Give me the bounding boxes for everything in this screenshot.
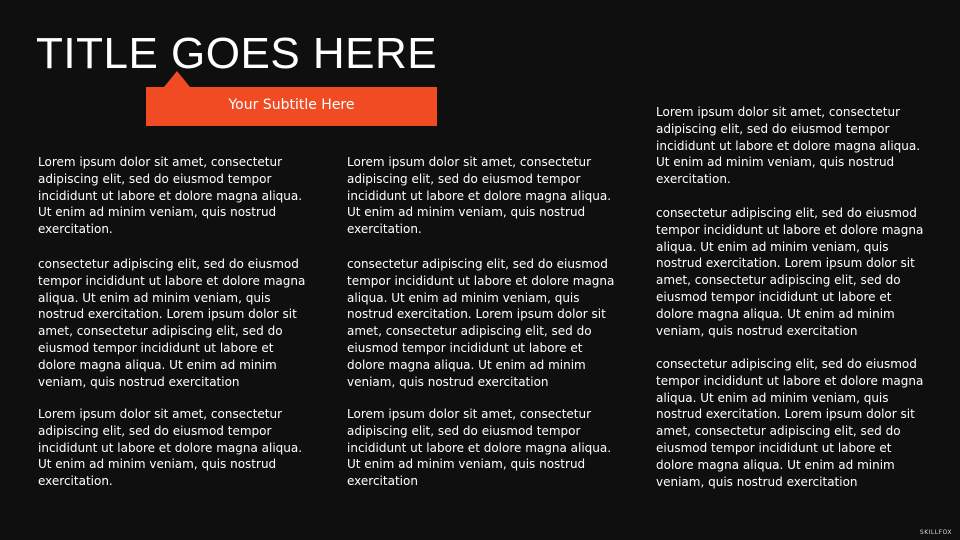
slide-title: TITLE GOES HERE (36, 29, 438, 78)
col2-paragraph-2: consectetur adipiscing elit, sed do eiusmod tempor incididunt ut labore et dolore magna aliqua. Ut enim ad minim veniam, quis nostrud exercitation. Lorem ipsum dolor sit amet, consectetur adipiscing elit, sed do eiusmod tempor incididunt ut labore et dolore magna aliqua. Ut enim ad minim veniam, quis nostrud exercitation (347, 257, 615, 389)
col3-paragraph-1: Lorem ipsum dolor sit amet, consectetur adipiscing elit, sed do eiusmod tempor incididunt ut labore et dolore magna aliqua. Ut enim ad minim veniam, quis nostrud exercitation. (656, 105, 921, 187)
col3-paragraph-3: consectetur adipiscing elit, sed do eiusmod tempor incididunt ut labore et dolore magna aliqua. Ut enim ad minim veniam, quis nostrud exercitation. Lorem ipsum dolor sit amet, consectetur adipiscing elit, sed do eiusmod tempor incididunt ut labore et dolore magna aliqua. Ut enim ad minim veniam, quis nostrud exercitation (656, 357, 924, 489)
brand-watermark: SKILLFOX (919, 529, 952, 536)
col1-paragraph-3: Lorem ipsum dolor sit amet, consectetur adipiscing elit, sed do eiusmod tempor incididunt ut labore et dolore magna aliqua. Ut enim ad minim veniam, quis nostrud exercitation. (38, 407, 303, 489)
subtitle-banner (146, 87, 437, 126)
col2-paragraph-3: Lorem ipsum dolor sit amet, consectetur adipiscing elit, sed do eiusmod tempor incididunt ut labore et dolore magna aliqua. Ut enim ad minim veniam, quis nostrud exercitation (347, 407, 612, 489)
col3-paragraph-2: consectetur adipiscing elit, sed do eiusmod tempor incididunt ut labore et dolore magna aliqua. Ut enim ad minim veniam, quis nostrud exercitation. Lorem ipsum dolor sit amet, consectetur adipiscing elit, sed do eiusmod tempor incididunt ut labore et dolore magna aliqua. Ut enim ad minim veniam, quis nostrud exercitation (656, 206, 924, 338)
slide-subtitle: Your Subtitle Here (228, 97, 355, 113)
subtitle-pointer (164, 71, 190, 87)
col1-paragraph-2: consectetur adipiscing elit, sed do eiusmod tempor incididunt ut labore et dolore magna aliqua. Ut enim ad minim veniam, quis nostrud exercitation. Lorem ipsum dolor sit amet, consectetur adipiscing elit, sed do eiusmod tempor incididunt ut labore et dolore magna aliqua. Ut enim ad minim veniam, quis nostrud exercitation (38, 257, 306, 389)
col1-paragraph-1: Lorem ipsum dolor sit amet, consectetur adipiscing elit, sed do eiusmod tempor incididunt ut labore et dolore magna aliqua. Ut enim ad minim veniam, quis nostrud exercitation. (38, 155, 303, 237)
col2-paragraph-1: Lorem ipsum dolor sit amet, consectetur adipiscing elit, sed do eiusmod tempor incididunt ut labore et dolore magna aliqua. Ut enim ad minim veniam, quis nostrud exercitation. (347, 155, 612, 237)
